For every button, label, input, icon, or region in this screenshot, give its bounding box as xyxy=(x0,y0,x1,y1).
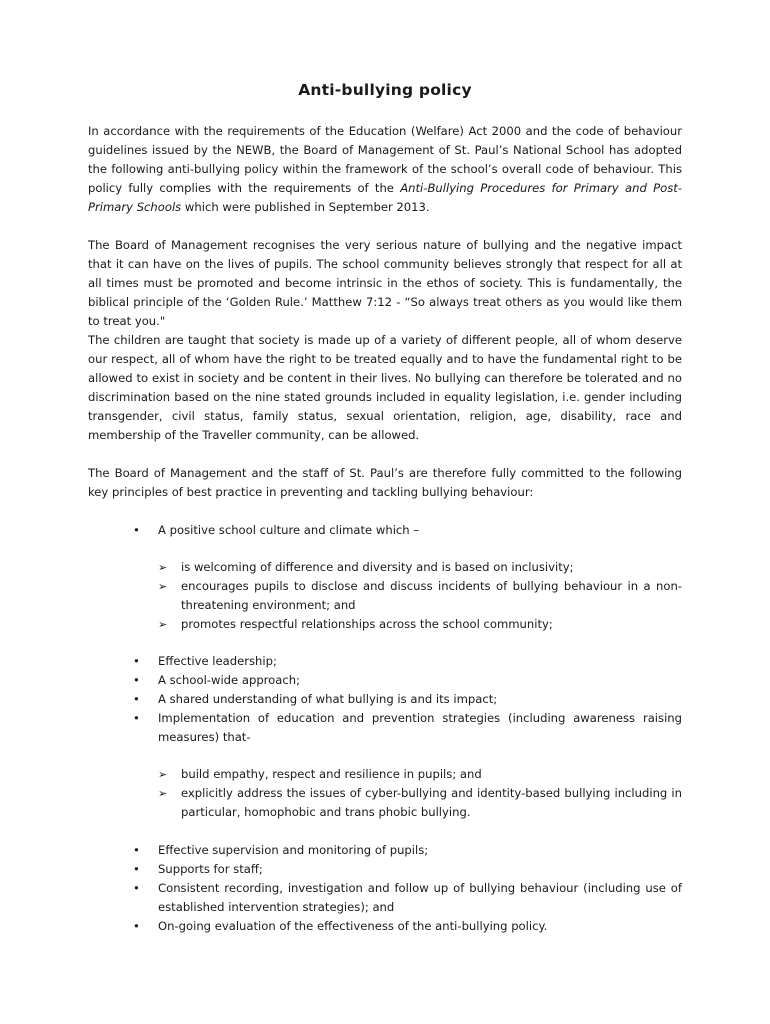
list-item xyxy=(0,879,682,917)
list-item-text: On-going evaluation of the effectiveness of the anti-bullying policy. xyxy=(158,919,548,933)
procedures-title: Anti-Bullying Procedures for Primary and Post-Primary Schools xyxy=(88,181,682,214)
list-item xyxy=(0,521,682,540)
arrow-bullet-icon: ➢ xyxy=(158,561,168,574)
principles-paragraph: The Board of Management and the staff of St. Paul’s are therefore fully committed to the following key principles of best practice in preventing and tackling bullying behaviour: xyxy=(88,466,682,499)
children-paragraph: The children are taught that society is made up of a variety of different people, all of whom deserve our respect, all of whom have the right to be treated equally and to have the fundamental right to be allowed to exist in society and be content in their lives. No bullying can therefore be tolerated and no discrimination based on the nine stated grounds included in equality legislation, i.e. gender including transgender, civil status, family status, sexual orientation, religion, age, disability, race and membership of the Traveller community, can be allowed. xyxy=(88,333,682,442)
list-item-text: promotes respectful relationships across the school community; xyxy=(181,617,553,631)
arrow-bullet-icon: ➢ xyxy=(158,768,168,781)
list-item xyxy=(0,784,682,822)
bullet-icon: • xyxy=(133,843,140,857)
list-item xyxy=(0,860,682,879)
list-item xyxy=(0,765,682,784)
board-paragraph: The Board of Management recognises the very serious nature of bullying and the negative impact that it can have on the lives of pupils. The school community believes strongly that respect for all at all times must be promoted and become intrinsic in the ethos of society. This is fundamentally, the biblical principle of the ‘Golden Rule.’ Matthew 7:12 - “So always treat others as you would like them to treat you." xyxy=(88,238,682,328)
list-item xyxy=(0,841,682,860)
list-item xyxy=(0,671,682,690)
bullet-icon: • xyxy=(133,673,140,687)
list-item xyxy=(0,577,682,615)
list-item-text: explicitly address the issues of cyber-bullying and identity-based bullying including in particular, homophobic and trans phobic bullying. xyxy=(181,786,682,819)
list-item-text: Effective supervision and monitoring of pupils; xyxy=(158,843,429,857)
arrow-list-a xyxy=(0,558,770,634)
bullet-list-b xyxy=(0,652,770,747)
list-item xyxy=(0,615,682,634)
list-item xyxy=(0,690,682,709)
arrow-bullet-icon: ➢ xyxy=(158,580,168,593)
list-item-text: Implementation of education and prevention strategies (including awareness raising measures) that- xyxy=(158,711,682,744)
list-item xyxy=(0,917,682,936)
intro-text: In accordance with the requirements of the Education (Welfare) Act 2000 and the code of behaviour guidelines issued by the NEWB, the Board of Management of St. Paul’s National School has adopted the following anti-bullying policy within the framework of the school’s overall code of behaviour. This policy fully complies with the requirements of the xyxy=(88,124,682,195)
bullet-icon: • xyxy=(133,711,140,725)
list-item-text: encourages pupils to disclose and discuss incidents of bullying behaviour in a non-threatening environment; and xyxy=(181,579,682,612)
list-item-text: Effective leadership; xyxy=(158,654,277,668)
list-item-text: A shared understanding of what bullying is and its impact; xyxy=(158,692,498,706)
intro-paragraph xyxy=(88,122,682,217)
bullet-icon: • xyxy=(133,881,140,895)
list-item-text: is welcoming of difference and diversity and is based on inclusivity; xyxy=(181,560,574,574)
arrow-bullet-icon: ➢ xyxy=(158,787,168,800)
bullet-icon: • xyxy=(133,862,140,876)
arrow-list-b xyxy=(0,765,770,822)
bullet-list-a xyxy=(0,521,770,540)
intro-text-end: which were published in September 2013. xyxy=(181,200,430,214)
bullet-icon: • xyxy=(133,919,140,933)
page-title: Anti-bullying policy xyxy=(298,81,472,99)
list-item-text: build empathy, respect and resilience in pupils; and xyxy=(181,767,482,781)
list-item xyxy=(0,652,682,671)
list-item-text: Supports for staff; xyxy=(158,862,263,876)
list-item-text: Consistent recording, investigation and follow up of bullying behaviour (including use of established intervention strategies); and xyxy=(158,881,682,914)
list-item xyxy=(0,709,682,747)
bullet-icon: • xyxy=(133,523,140,537)
bullet-list-c xyxy=(0,841,770,936)
list-item-text: A school-wide approach; xyxy=(158,673,301,687)
bullet-icon: • xyxy=(133,654,140,668)
arrow-bullet-icon: ➢ xyxy=(158,618,168,631)
bullet-icon: • xyxy=(133,692,140,706)
list-item xyxy=(0,558,682,577)
list-item-text: A positive school culture and climate which – xyxy=(158,523,420,537)
